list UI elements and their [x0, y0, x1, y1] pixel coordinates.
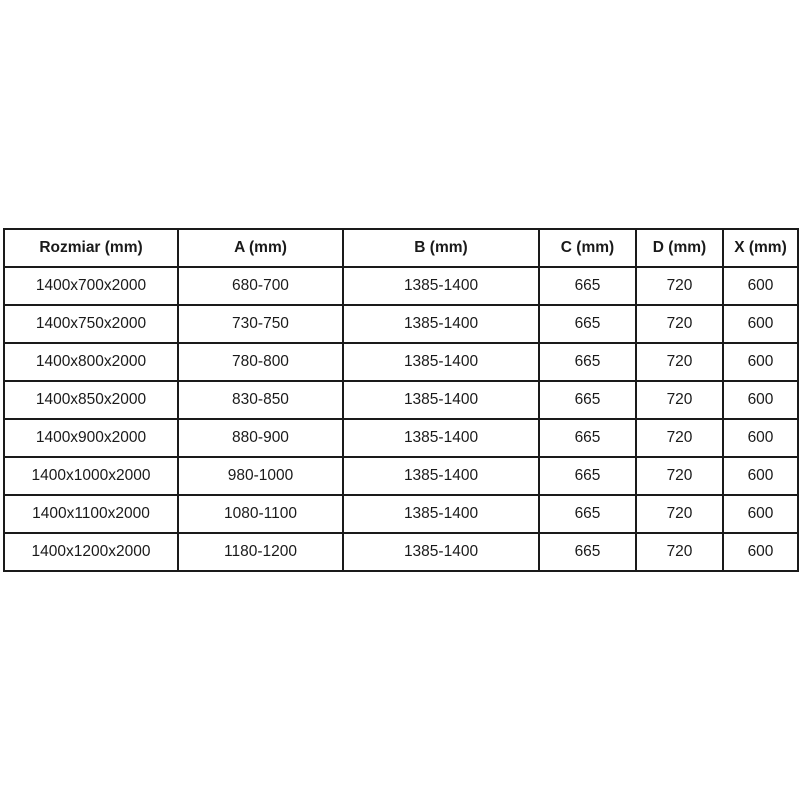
- cell-x: 600: [723, 305, 798, 343]
- cell-a: 980-1000: [178, 457, 343, 495]
- cell-b: 1385-1400: [343, 267, 539, 305]
- cell-x: 600: [723, 419, 798, 457]
- cell-c: 665: [539, 457, 636, 495]
- cell-rozmiar: 1400x700x2000: [4, 267, 178, 305]
- table-row: [4, 343, 798, 381]
- cell-b: 1385-1400: [343, 457, 539, 495]
- cell-d: 720: [636, 533, 723, 571]
- column-header-c: C (mm): [539, 229, 636, 267]
- cell-a: 730-750: [178, 305, 343, 343]
- table-row: [4, 267, 798, 305]
- cell-a: 780-800: [178, 343, 343, 381]
- table-row: [4, 457, 798, 495]
- cell-x: 600: [723, 533, 798, 571]
- cell-a: 1080-1100: [178, 495, 343, 533]
- cell-rozmiar: 1400x800x2000: [4, 343, 178, 381]
- column-header-a: A (mm): [178, 229, 343, 267]
- cell-x: 600: [723, 457, 798, 495]
- cell-d: 720: [636, 267, 723, 305]
- cell-b: 1385-1400: [343, 381, 539, 419]
- cell-x: 600: [723, 343, 798, 381]
- table-row: [4, 419, 798, 457]
- table-row: [4, 533, 798, 571]
- cell-a: 1180-1200: [178, 533, 343, 571]
- cell-rozmiar: 1400x750x2000: [4, 305, 178, 343]
- cell-a: 880-900: [178, 419, 343, 457]
- cell-d: 720: [636, 381, 723, 419]
- cell-a: 830-850: [178, 381, 343, 419]
- cell-rozmiar: 1400x1000x2000: [4, 457, 178, 495]
- cell-b: 1385-1400: [343, 305, 539, 343]
- cell-c: 665: [539, 381, 636, 419]
- size-specification-table: [3, 228, 799, 572]
- cell-b: 1385-1400: [343, 495, 539, 533]
- table-row: [4, 495, 798, 533]
- header-row: [4, 229, 798, 267]
- cell-b: 1385-1400: [343, 343, 539, 381]
- cell-x: 600: [723, 495, 798, 533]
- cell-x: 600: [723, 381, 798, 419]
- cell-rozmiar: 1400x1200x2000: [4, 533, 178, 571]
- column-header-d: D (mm): [636, 229, 723, 267]
- cell-d: 720: [636, 419, 723, 457]
- cell-a: 680-700: [178, 267, 343, 305]
- cell-c: 665: [539, 343, 636, 381]
- cell-c: 665: [539, 495, 636, 533]
- cell-c: 665: [539, 267, 636, 305]
- cell-c: 665: [539, 305, 636, 343]
- cell-b: 1385-1400: [343, 533, 539, 571]
- table-row: [4, 305, 798, 343]
- cell-d: 720: [636, 457, 723, 495]
- cell-x: 600: [723, 267, 798, 305]
- cell-c: 665: [539, 419, 636, 457]
- column-header-rozmiar: Rozmiar (mm): [4, 229, 178, 267]
- cell-c: 665: [539, 533, 636, 571]
- column-header-b: B (mm): [343, 229, 539, 267]
- cell-rozmiar: 1400x850x2000: [4, 381, 178, 419]
- cell-rozmiar: 1400x1100x2000: [4, 495, 178, 533]
- cell-d: 720: [636, 495, 723, 533]
- cell-d: 720: [636, 343, 723, 381]
- cell-d: 720: [636, 305, 723, 343]
- cell-b: 1385-1400: [343, 419, 539, 457]
- cell-rozmiar: 1400x900x2000: [4, 419, 178, 457]
- table-row: [4, 381, 798, 419]
- column-header-x: X (mm): [723, 229, 798, 267]
